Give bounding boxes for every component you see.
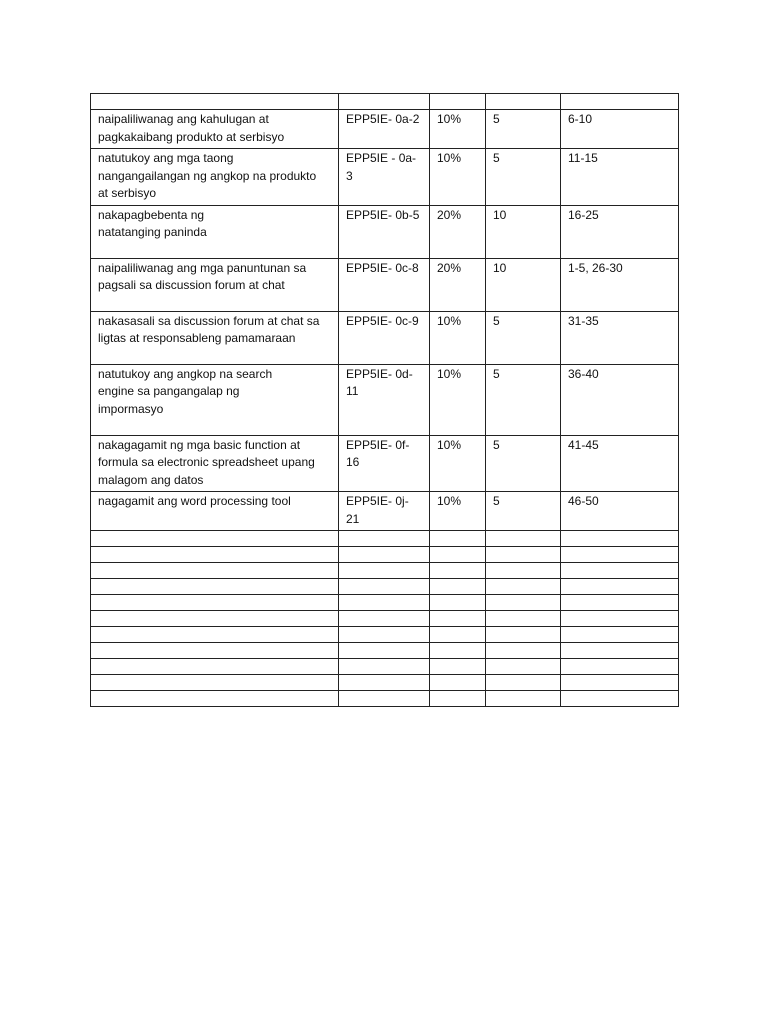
code-cell: EPP5IE- 0j- 21 <box>339 492 430 531</box>
weight-cell: 10% <box>430 492 486 531</box>
empty-table-row <box>91 531 679 547</box>
items-cell: 5 <box>486 364 561 435</box>
competency-cell: nakapagbebenta ng natatanging paninda <box>91 205 339 258</box>
items-cell: 10 <box>486 258 561 311</box>
placement-cell: 11-15 <box>561 149 679 206</box>
empty-table-row <box>91 563 679 579</box>
items-cell: 5 <box>486 311 561 364</box>
placement-cell: 36-40 <box>561 364 679 435</box>
empty-table-row <box>91 675 679 691</box>
placement-cell: 6-10 <box>561 110 679 149</box>
empty-table-row <box>91 611 679 627</box>
placement-cell: 41-45 <box>561 435 679 492</box>
empty-table-row <box>91 643 679 659</box>
empty-table-row <box>91 579 679 595</box>
table-row <box>91 149 679 206</box>
competency-cell: nagagamit ang word processing tool <box>91 492 339 531</box>
header-cell-code <box>339 94 430 110</box>
items-cell: 5 <box>486 435 561 492</box>
code-cell: EPP5IE- 0c-8 <box>339 258 430 311</box>
weight-cell: 10% <box>430 364 486 435</box>
competency-cell: naipaliliwanag ang kahulugan at pagkakaibang produkto at serbisyo <box>91 110 339 149</box>
weight-cell: 10% <box>430 435 486 492</box>
table-row <box>91 435 679 492</box>
weight-cell: 20% <box>430 205 486 258</box>
table-row <box>91 492 679 531</box>
items-cell: 5 <box>486 149 561 206</box>
placement-cell: 16-25 <box>561 205 679 258</box>
code-cell: EPP5IE- 0c-9 <box>339 311 430 364</box>
code-cell: EPP5IE- 0d- 11 <box>339 364 430 435</box>
weight-cell: 10% <box>430 311 486 364</box>
weight-cell: 10% <box>430 149 486 206</box>
empty-table-row <box>91 595 679 611</box>
table-row <box>91 311 679 364</box>
table-row <box>91 258 679 311</box>
items-cell: 10 <box>486 205 561 258</box>
competency-cell: nakasasali sa discussion forum at chat sa ligtas at responsableng pamamaraan <box>91 311 339 364</box>
empty-table-row <box>91 547 679 563</box>
competency-cell: naipaliliwanag ang mga panuntunan sa pagsali sa discussion forum at chat <box>91 258 339 311</box>
header-cell-items <box>486 94 561 110</box>
items-cell: 5 <box>486 110 561 149</box>
table-row <box>91 110 679 149</box>
competency-cell: nakagagamit ng mga basic function at formula sa electronic spreadsheet upang malagom ang datos <box>91 435 339 492</box>
placement-cell: 31-35 <box>561 311 679 364</box>
weight-cell: 20% <box>430 258 486 311</box>
weight-cell: 10% <box>430 110 486 149</box>
code-cell: EPP5IE- 0f- 16 <box>339 435 430 492</box>
empty-table-row <box>91 659 679 675</box>
table-of-specifications <box>90 93 679 707</box>
code-cell: EPP5IE- 0b-5 <box>339 205 430 258</box>
header-cell-competency <box>91 94 339 110</box>
header-cell-weight <box>430 94 486 110</box>
code-cell: EPP5IE- 0a-2 <box>339 110 430 149</box>
code-cell: EPP5IE - 0a-3 <box>339 149 430 206</box>
empty-table-row <box>91 627 679 643</box>
header-cell-placement <box>561 94 679 110</box>
table-header-row <box>91 94 679 110</box>
competency-cell: natutukoy ang mga taong nangangailangan ng angkop na produkto at serbisyo <box>91 149 339 206</box>
placement-cell: 46-50 <box>561 492 679 531</box>
table-row <box>91 205 679 258</box>
competency-cell: natutukoy ang angkop na search engine sa pangangalap ng impormasyo <box>91 364 339 435</box>
table-body <box>91 94 679 707</box>
table-row <box>91 364 679 435</box>
items-cell: 5 <box>486 492 561 531</box>
empty-table-row <box>91 691 679 707</box>
placement-cell: 1-5, 26-30 <box>561 258 679 311</box>
